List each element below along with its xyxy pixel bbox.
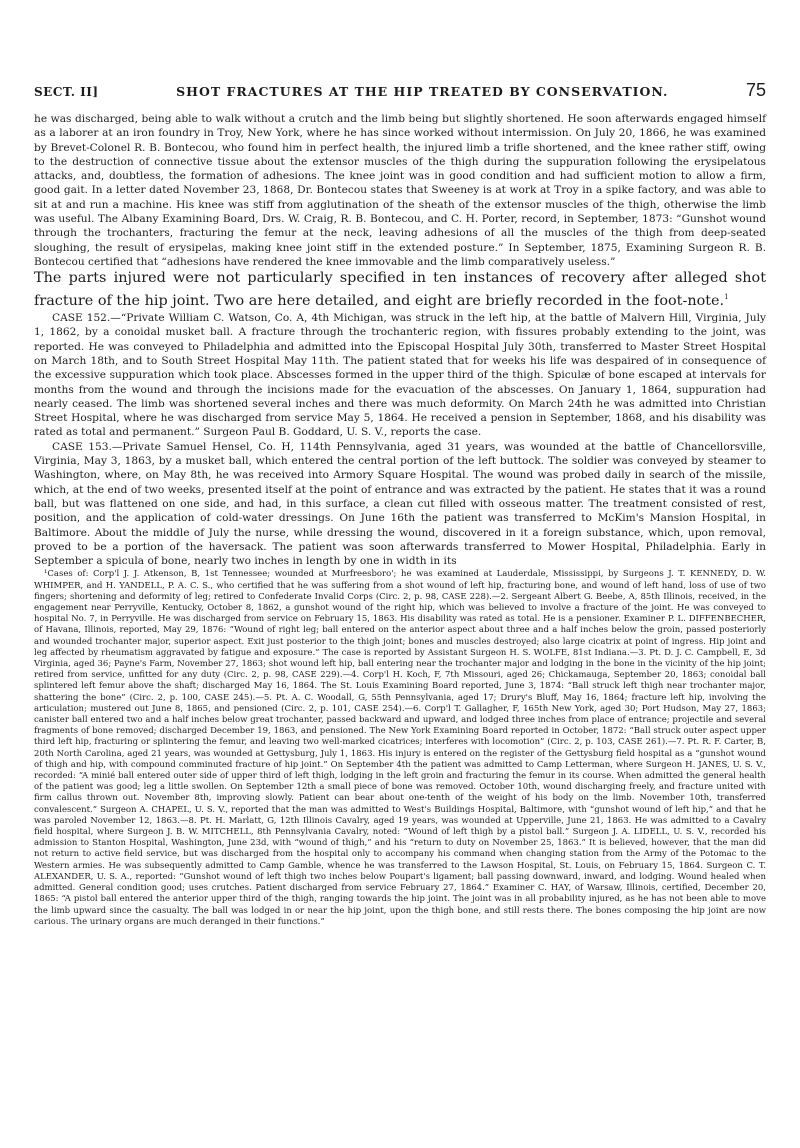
section-label: SECT. II] bbox=[34, 85, 99, 99]
footnote-block bbox=[34, 569, 766, 928]
lead-text: The parts injured were not particularly specified in ten instances of recovery after alleged shot fracture of the hip joint. Two are here detailed, and eight are briefly recorded in the foot-note. bbox=[34, 270, 766, 310]
paragraph-continuation: he was discharged, being able to walk without a crutch and the limb being but slightly shortened. He soon afterwards engaged himself as a laborer at an iron foundry in Troy, New York, where he has since worked without intermission. On July 20, 1866, he was examined by Brevet-Colonel R. B. Bontecou, who found him in perfect health, the injured limb a trifle shortened, and the knee rather stiff, owing to the destruction of connective tissue about the extensor muscles of the thigh during the suppuration following the erysipelatous attacks, and, doubtless, the formation of adhesions. The knee joint was in good condition and had sufficient motion to allow a firm, good gait. In a letter dated November 23, 1868, Dr. Bontecou states that Sweeney is at work at Troy in a spike factory, and was able to sit at and run a machine. His knee was stiff from agglutination of the sheath of the extensor muscles of the thigh, otherwise the limb was useful. The Albany Examining Board, Drs. W. Craig, R. B. Bontecou, and C. H. Porter, record, in September, 1873: “Gunshot wound through the trochanters, fracturing the femur at the neck, leaving adhesions of all the muscles of the thigh from deep-seated sloughing, the result of erysipelas, making knee joint stiff in the extended posture.” In September, 1875, Examining Surgeon R. B. Bontecou certified that “adhesions have rendered the knee immovable and the limb comparatively useless.” bbox=[34, 113, 766, 268]
lead-paragraph bbox=[34, 269, 766, 311]
page-number: 75 bbox=[745, 80, 766, 100]
footnote-1: ¹Cases of: Corp'l J. J. Atkenson, B, 1st Tennessee; wounded at Murfreesboro'; he was examined at Lauderdale, Mississippi, by Surgeons J. T. KENNEDY, D. W. WHIMPER, and H. YANDELL, P. A. C. S., who certified that he was suffering from a shot wound of left hip, fracturing bone, and wound of left hand, loss of use of two fingers; shortening and deformity of leg; retired to Confederate Invalid Corps (Circ. 2, p. 98, CASE 228).—2. Sergeant Albert G. Beebe, A, 85th Illinois, received, in the engagement near Perryville, Kentucky, October 8, 1862, a gunshot wound of the right hip, which was believed to involve a fracture of the joint. He was conveyed to hospital No. 7, in Perryville. He was discharged from service on February 15, 1863. His disability was rated as total. He is a pensioner. Examiner P. L. DIFFENBECHER, of Havana, Illinois, reported, May 29, 1876: “Wound of right leg; ball entered on the anterior aspect about three and a half inches below the groin, passed posteriorly and wounded trochanter major, superior aspect. Exit just posterior to the thigh joint; bones and muscles destroyed; also large cicatrix at point of ingress. Hip joint and leg affected by rheumatism aggravated by fatigue and exposure.” The case is reported by Assistant Surgeon H. S. WOLFE, 81st Indiana.—3. Pt. D. J. C. Campbell, E, 3d Virginia, aged 36; Payne's Farm, November 27, 1863; shot wound left hip, ball entering near the trochanter major and lodging in the bone in the vicinity of the hip joint; retired from service, unfitted for any duty (Circ. 2, p. 98, CASE 229).—4. Corp'l H. Koch, F, 7th Missouri, aged 26; Chickamauga, September 20, 1863; conoidal ball splintered left femur above the shaft; discharged May 16, 1864. The St. Louis Examining Board reported, June 3, 1874: “Ball struck left thigh near trochanter major, shattering the bone” (Circ. 2, p. 100, CASE 245).—5. Pt. A. C. Woodall, G, 55th Pennsylvania, aged 17; Drury's Bluff, May 16, 1864; fracture left hip, involving the articulation; mustered out June 8, 1865, and pensioned (Circ. 2, p. 101, CASE 254).—6. Corp'l T. Gallagher, F, 165th New York, aged 30; Port Hudson, May 27, 1863; canister ball entered two and a half inches below great trochanter, passed backward and upward, and lodged three inches from place of entrance; projectile and several fragments of bone removed; discharged December 19, 1863, and pensioned. The New York Examining Board reported in October, 1872: “Ball struck outer aspect upper third left hip, fracturing or splintering the femur, and leaving two well-marked cicatrices; interferes with locomotion” (Circ. 2, p. 103, CASE 261).—7. Pt. R. F. Carter, B, 20th North Carolina, aged 21 years, was wounded at Gettysburg, July 1, 1863. His injury is entered on the register of the Gettysburg field hospital as a “gunshot wound of thigh and hip, with compound comminuted fracture of hip joint.” On September 4th the patient was admitted to Camp Letterman, where Surgeon H. JANES, U. S. V., recorded: “A minié ball entered outer side of upper third of left thigh, lodging in the left groin and fracturing the femur in its course. When admitted the general health of the patient was good; leg a little swollen. On September 12th a small piece of bone was removed. October 10th, wound discharging freely, and fracture united with firm callus thrown out. November 8th, improving slowly. Patient can bear about one-tenth of the weight of his body on the limb. November 10th, transferred convalescent.” Surgeon A. CHAPEL, U. S. V., reported that the man was admitted to West's Buildings Hospital, Baltimore, with “gunshot wound of left hip,” and that he was paroled November 12, 1863.—8. Pt. H. Marlatt, G, 12th Illinois Cavalry, aged 19 years, was wounded at Upperville, June 21, 1863. He was admitted to a Cavalry field hospital, where Surgeon J. B. W. MITCHELL, 8th Pennsylvania Cavalry, noted: “Wound of left thigh by a pistol ball.” Surgeon J. A. LIDELL, U. S. V., recorded his admission to Stanton Hospital, Washington, June 23d, with “wound of thigh,” and his “return to duty on November 25, 1863.” It is believed, however, that the man did not return to active field service, but was discharged from the hospital only to accompany his command when changing station from the Army of the Potomac to the Western armies. He was subsequently admitted to Camp Gamble, whence he was transferred to the Lawson Hospital, St. Louis, on February 15, 1864. Surgeon C. T. ALEXANDER, U. S. A., reported: “Gunshot wound of left thigh two inches below Poupart's ligament; ball passing downward, inward, and lodging. Wound healed when admitted. General condition good; uses crutches. Patient discharged from service February 27, 1864.” Examiner C. HAY, of Warsaw, Illinois, certified, December 20, 1865: “A pistol ball entered the anterior upper third of the thigh, ranging towards the hip joint. The joint was in all probability injured, as he has not been able to move the limb upward since the casualty. The ball was lodged in or near the hip joint, upon the thigh bone, and still rests there. The bones composing the hip joint are now carious. The urinary organs are much deranged in their functions.” bbox=[34, 569, 766, 927]
running-header bbox=[34, 80, 766, 106]
case-153: CASE 153.—Private Samuel Hensel, Co. H, 114th Pennsylvania, aged 31 years, was wounded at the battle of Chancellorsville, Virginia, May 3, 1863, by a musket ball, which entered the central portion of the left buttock. The soldier was conveyed by steamer to Washington, where, on May 8th, he was received into Armory Square Hospital. The wound was probed daily in search of the missile, which, at the end of two weeks, presented itself at the point of entrance and was extracted by the patient. He states that it was a round ball, but was flattened on one side, and had, in this surface, a clean cut filled with osseous matter. The treatment consisted of rest, position, and the application of cold-water dressings. On June 16th the patient was transferred to McKim's Mansion Hospital, in Baltimore. About the middle of July the nurse, while dressing the wound, discovered in it a foreign substance, which, upon removal, proved to be a portion of the haversack. The patient was soon afterwards transferred to Mower Hospital, Philadelphia. Early in September a spicula of bone, nearly two inches in length by one in width in its bbox=[34, 440, 766, 568]
footnote-ref: 1 bbox=[724, 293, 729, 302]
case-152: CASE 152.—“Private William C. Watson, Co. A, 4th Michigan, was struck in the left hip, at the battle of Malvern Hill, Virginia, July 1, 1862, by a conoidal musket ball. A fracture through the trochanteric region, with fissures probably extending to the joint, was reported. He was conveyed to Philadelphia and admitted into the Episcopal Hospital July 30th, transferred to Master Street Hospital on March 18th, and to South Street Hospital May 11th. The patient stated that for weeks his life was despaired of in consequence of the excessive suppuration which took place. Abscesses formed in the upper third of the thigh. Spiculæ of bone escaped at intervals for months from the wound and through the incisions made for the evacuation of the abscesses. On January 1, 1864, suppuration had nearly ceased. The limb was shortened several inches and there was much deformity. On March 24th he was admitted into Christian Street Hospital, where he was discharged from service May 5, 1864. He received a pension in September, 1868, and his disability was rated as total and permanent.” Surgeon Paul B. Goddard, U. S. V., reports the case. bbox=[34, 312, 766, 439]
body-text bbox=[34, 112, 766, 928]
running-title: SHOT FRACTURES AT THE HIP TREATED BY CONSERVATION. bbox=[176, 84, 669, 99]
